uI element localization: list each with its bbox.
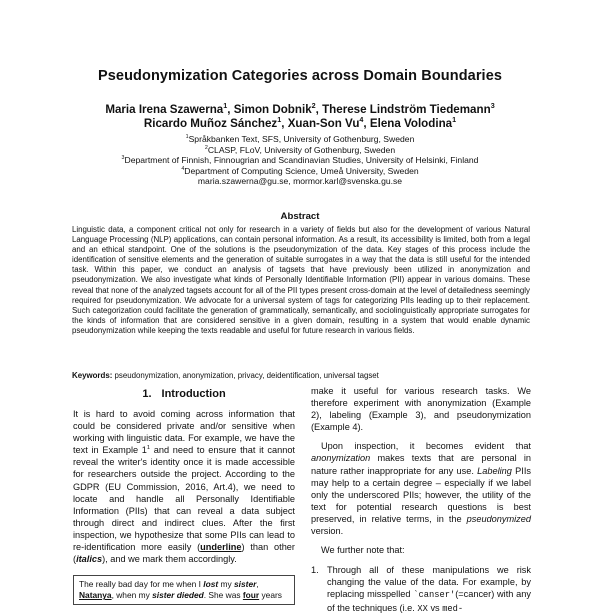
text-run: vs — [427, 602, 443, 613]
text-run: Through all of these manipulations we risk changing the value of the data. For example, by replacing misspelled — [327, 565, 531, 600]
list-text — [327, 564, 531, 614]
code-run: XX — [417, 603, 428, 614]
author-line-2 — [0, 117, 600, 131]
abstract-text: Linguistic data, a component critical not only for research in a variety of fields but also for the development of various Natural Language Processing (NLP) applications, can contain personal information. As a result, its accessibility is limited, both from a legal and an ethical standpoint. One of the solutions is the pseudonymization of the data. Key stages of this process include the identification of sensitive elements and the generation of suitable surrogates in a way that the data is still useful for the intended task. Within this paper, we conduct an analysis of tagsets that have previously been utilized in anonymization and pseudonymization. We also investigate what kinds of Personally Identifiable Information (PII) appear in various domains. These reveal that none of the analyzed tagsets account for all of the PII types present cross-domain at the level of detailedness seemingly required for pseudonymization. We advocate for a universal system of tags for categorizing PIIs leading up to their replacement. Such categorization could facilitate the generation of grammatically, semantically, and sociolinguistically appropriate surrogates for the kinds of information that are considered sensitive in a given domain, resulting in a system that would enable dynamic pseudonymization while keeping the texts readable and useful for future research in various fields. — [72, 225, 530, 335]
affiliation-mark: 2 — [204, 144, 208, 151]
author-separator: , — [315, 103, 323, 116]
pii-underline: four — [242, 590, 260, 601]
text-run: , — [256, 579, 259, 590]
author-affiliation-mark: 1 — [452, 115, 457, 125]
affiliation-text: Department of Finnish, Finnougrian and Scandinavian Studies, University of Helsinki, Finland — [124, 155, 479, 166]
author-affiliation-mark: 4 — [359, 115, 364, 125]
author-name: Simon Dobnik — [233, 103, 312, 116]
affiliation — [0, 134, 600, 145]
text-run: and need to ensure that it cannot reveal the writer's identity once it is made accessible for researchers outside the project. According to the GDPR (EU Commission, 2016, Art.4), we need to locate and handle all Personally Identifiable Information (PIIs) that can reveal a data subject through direct and indirect clues. After the first inspection, we hypothesize that some PIIs can lead to re-identification more easily ( — [73, 445, 295, 553]
text-run: ), and we mark them accordingly. — [102, 554, 237, 565]
affiliation — [0, 145, 600, 156]
pii-italic: sister — [234, 579, 257, 590]
emphasis: Labeling — [477, 465, 512, 476]
affiliation-mark: 4 — [181, 165, 185, 172]
author-name: Ricardo Muñoz Sánchez — [143, 117, 278, 130]
emphasis: pseudonymized — [466, 513, 531, 524]
list-number: 1. — [311, 565, 319, 576]
email-addresses[interactable]: maria.szawerna@gu.se, mormor.karl@svenska.gu.se — [197, 176, 403, 187]
underline-example: underline — [200, 542, 242, 553]
text-run: (=cancer) with any of the techniques (i.e. — [327, 589, 531, 613]
text-run: PIIs may help to a certain degree – especially if we label only the underscored PIIs; however, the utility of the text for potential research questions is best preserved, in relative terms, in the — [311, 465, 531, 524]
footnote-mark[interactable]: 1 — [146, 445, 151, 452]
author-list — [0, 103, 600, 131]
affiliation-text: Språkbanken Text, SFS, University of Gothenburg, Sweden — [188, 134, 415, 144]
emphasis: anonymization — [311, 453, 371, 464]
text-run: It is hard to avoid coming across information that could be considered private and/or sensitive when working with linguistic data. For example, we have the text in Example 1 — [73, 409, 295, 456]
text-run: makes texts that are personal in nature rather inappropriate for any use. — [311, 453, 531, 476]
text-run: version. — [311, 526, 344, 537]
example-1-box — [73, 575, 295, 605]
affiliation-text: Department of Computing Science, Umeå University, Sweden — [184, 165, 419, 176]
text-run: years — [259, 590, 282, 601]
author-affiliation-mark: 3 — [490, 101, 495, 111]
text-run: . She was — [203, 590, 243, 601]
author-name: Xuan-Son Vu — [287, 117, 360, 130]
paper-title: Pseudonymization Categories across Domain Boundaries — [97, 68, 503, 84]
text-run: ) than other ( — [73, 542, 295, 565]
author-affiliation-mark: 1 — [223, 101, 228, 111]
section-heading — [73, 388, 295, 400]
author-line-1 — [0, 103, 600, 117]
affiliation-list — [0, 134, 600, 187]
section-number: 1. — [142, 388, 152, 400]
abstract-heading: Abstract — [280, 211, 320, 222]
list-item — [311, 564, 531, 614]
intro-paragraph-3 — [311, 440, 531, 537]
keywords-text: pseudonymization, anonymization, privacy, deidentification, universal tagset — [112, 371, 379, 380]
affiliation — [0, 166, 600, 177]
text-run: , when my — [111, 590, 153, 601]
code-run: `canser' — [413, 590, 456, 601]
author-separator: , — [281, 117, 288, 130]
intro-paragraph-4: We further note that: — [321, 545, 405, 556]
affiliation-text: CLASP, FLoV, University of Gothenburg, Sweden — [207, 144, 396, 155]
author-affiliation-mark: 1 — [277, 115, 282, 125]
author-separator: , — [227, 103, 234, 116]
pii-italic: lost — [203, 579, 219, 590]
italics-example: italics — [76, 554, 103, 565]
intro-paragraph-2: make it useful for various research tasks. We therefore experiment with anonymization (Example 2), labeling (Example 3), and pseudonymization (Example 4). — [311, 386, 531, 433]
keywords — [72, 371, 530, 380]
right-column — [311, 385, 531, 615]
text-run: The really bad day for me when I — [79, 579, 204, 590]
code-run: med- — [442, 603, 464, 614]
affiliation — [0, 155, 600, 166]
affiliation-mark: 1 — [185, 134, 189, 141]
text-run: my — [218, 579, 235, 590]
pii-italic: sister dieded — [152, 590, 204, 601]
pii-underline: Natanya — [79, 590, 112, 601]
text-run: Upon inspection, it becomes evident that — [321, 441, 531, 452]
left-column — [73, 388, 295, 605]
intro-paragraph-1 — [73, 408, 295, 565]
author-separator: , — [363, 117, 370, 130]
author-name: Elena Volodina — [369, 117, 453, 130]
section-title: Introduction — [161, 388, 226, 400]
author-name: Therese Lindström Tiedemann — [322, 103, 491, 116]
keywords-label: Keywords: — [72, 371, 113, 380]
affiliation-mark: 3 — [121, 155, 125, 162]
author-affiliation-mark: 2 — [311, 101, 316, 111]
author-name: Maria Irena Szawerna — [105, 103, 224, 116]
